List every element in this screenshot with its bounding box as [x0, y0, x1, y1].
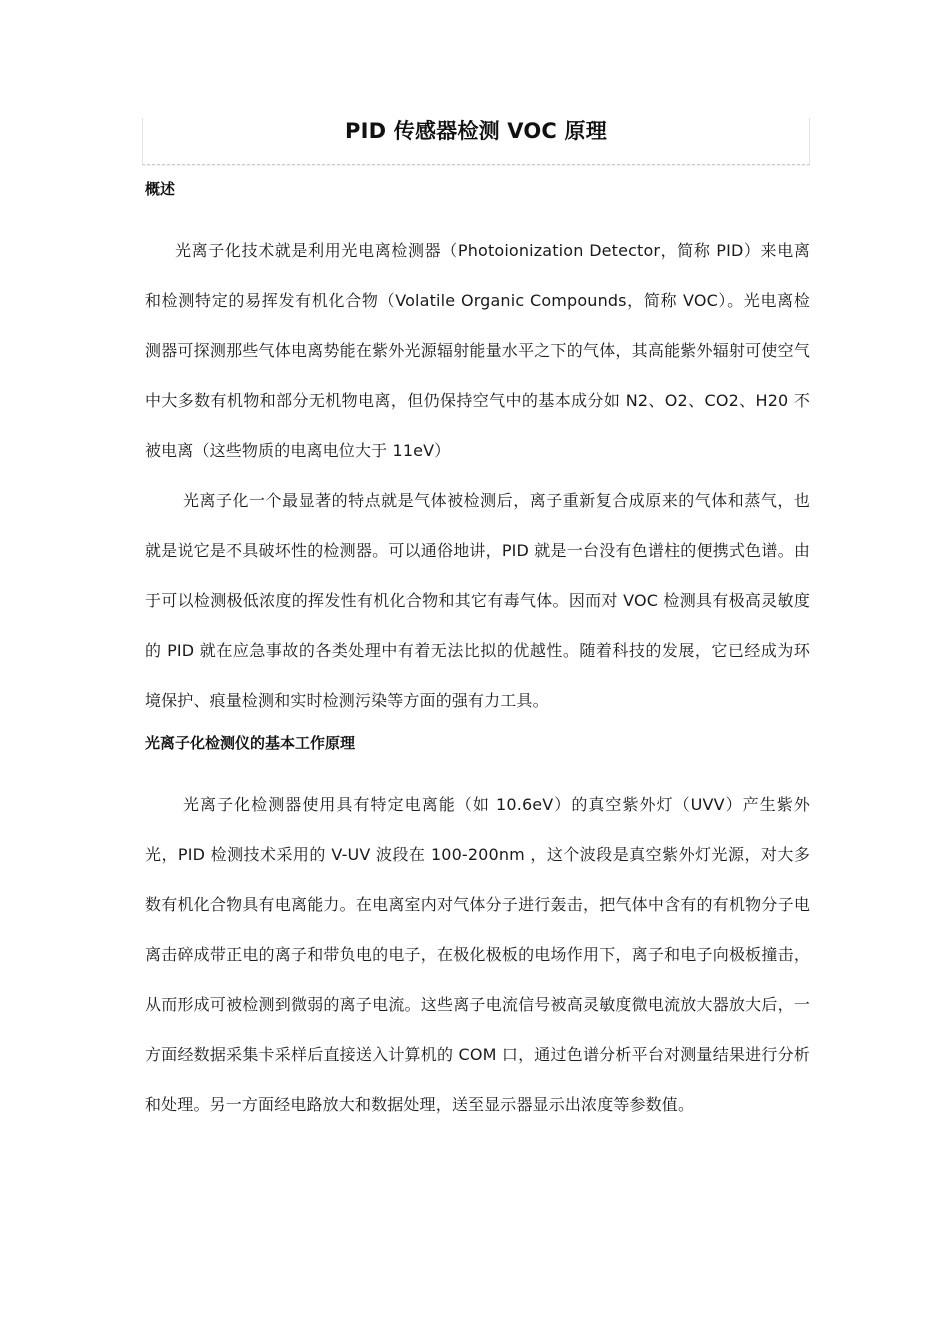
document-body	[145, 176, 810, 1130]
title-box	[142, 118, 810, 165]
paragraph-principle-1: 光离子化检测器使用具有特定电离能（如 10.6eV）的真空紫外灯（UVV）产生紫外光，PID 检测技术采用的 V-UV 波段在 100-200nm ，这个波段是真空紫外灯光源，对大多数有机化合物具有电离能力。在电离室内对气体分子进行轰击，把气体中含有的有机物分子电离击碎成带正电的离子和带负电的电子，在极化极板的电场作用下，离子和电子向极板撞击，从而形成可被检测到微弱的离子电流。这些离子电流信号被高灵敏度微电流放大器放大后，一方面经数据采集卡采样后直接送入计算机的 COM 口，通过色谱分析平台对测量结果进行分析和处理。另一方面经电路放大和数据处理，送至显示器显示出浓度等参数值。	[145, 795, 810, 1114]
section-heading-overview: 概述	[145, 180, 176, 198]
document-title: PID 传感器检测 VOC 原理	[345, 119, 607, 143]
paragraph-overview-2: 光离子化一个最显著的特点就是气体被检测后，离子重新复合成原来的气体和蒸气，也就是说它是不具破坏性的检测器。可以通俗地讲，PID 就是一台没有色谱柱的便携式色谱。由于可以检测极低浓度的挥发性有机化合物和其它有毒气体。因而对 VOC 检测具有极高灵敏度的 PID 就在应急事故的各类处理中有着无法比拟的优越性。随着科技的发展，它已经成为环境保护、痕量检测和实时检测污染等方面的强有力工具。	[145, 491, 810, 710]
section-heading-principle: 光离子化检测仪的基本工作原理	[145, 734, 356, 752]
paragraph-overview-1: 光离子化技术就是利用光电离检测器（Photoionization Detector，简称 PID）来电离和检测特定的易挥发有机化合物（Volatile Organic Compounds，简称 VOC）。光电离检测器可探测那些气体电离势能在紫外光源辐射能量水平之下的气体，其高能紫外辐射可使空气中大多数有机物和部分无机物电离，但仍保持空气中的基本成分如 N2、O2、CO2、H20 不被电离（这些物质的电离电位大于 11eV）	[145, 241, 810, 460]
